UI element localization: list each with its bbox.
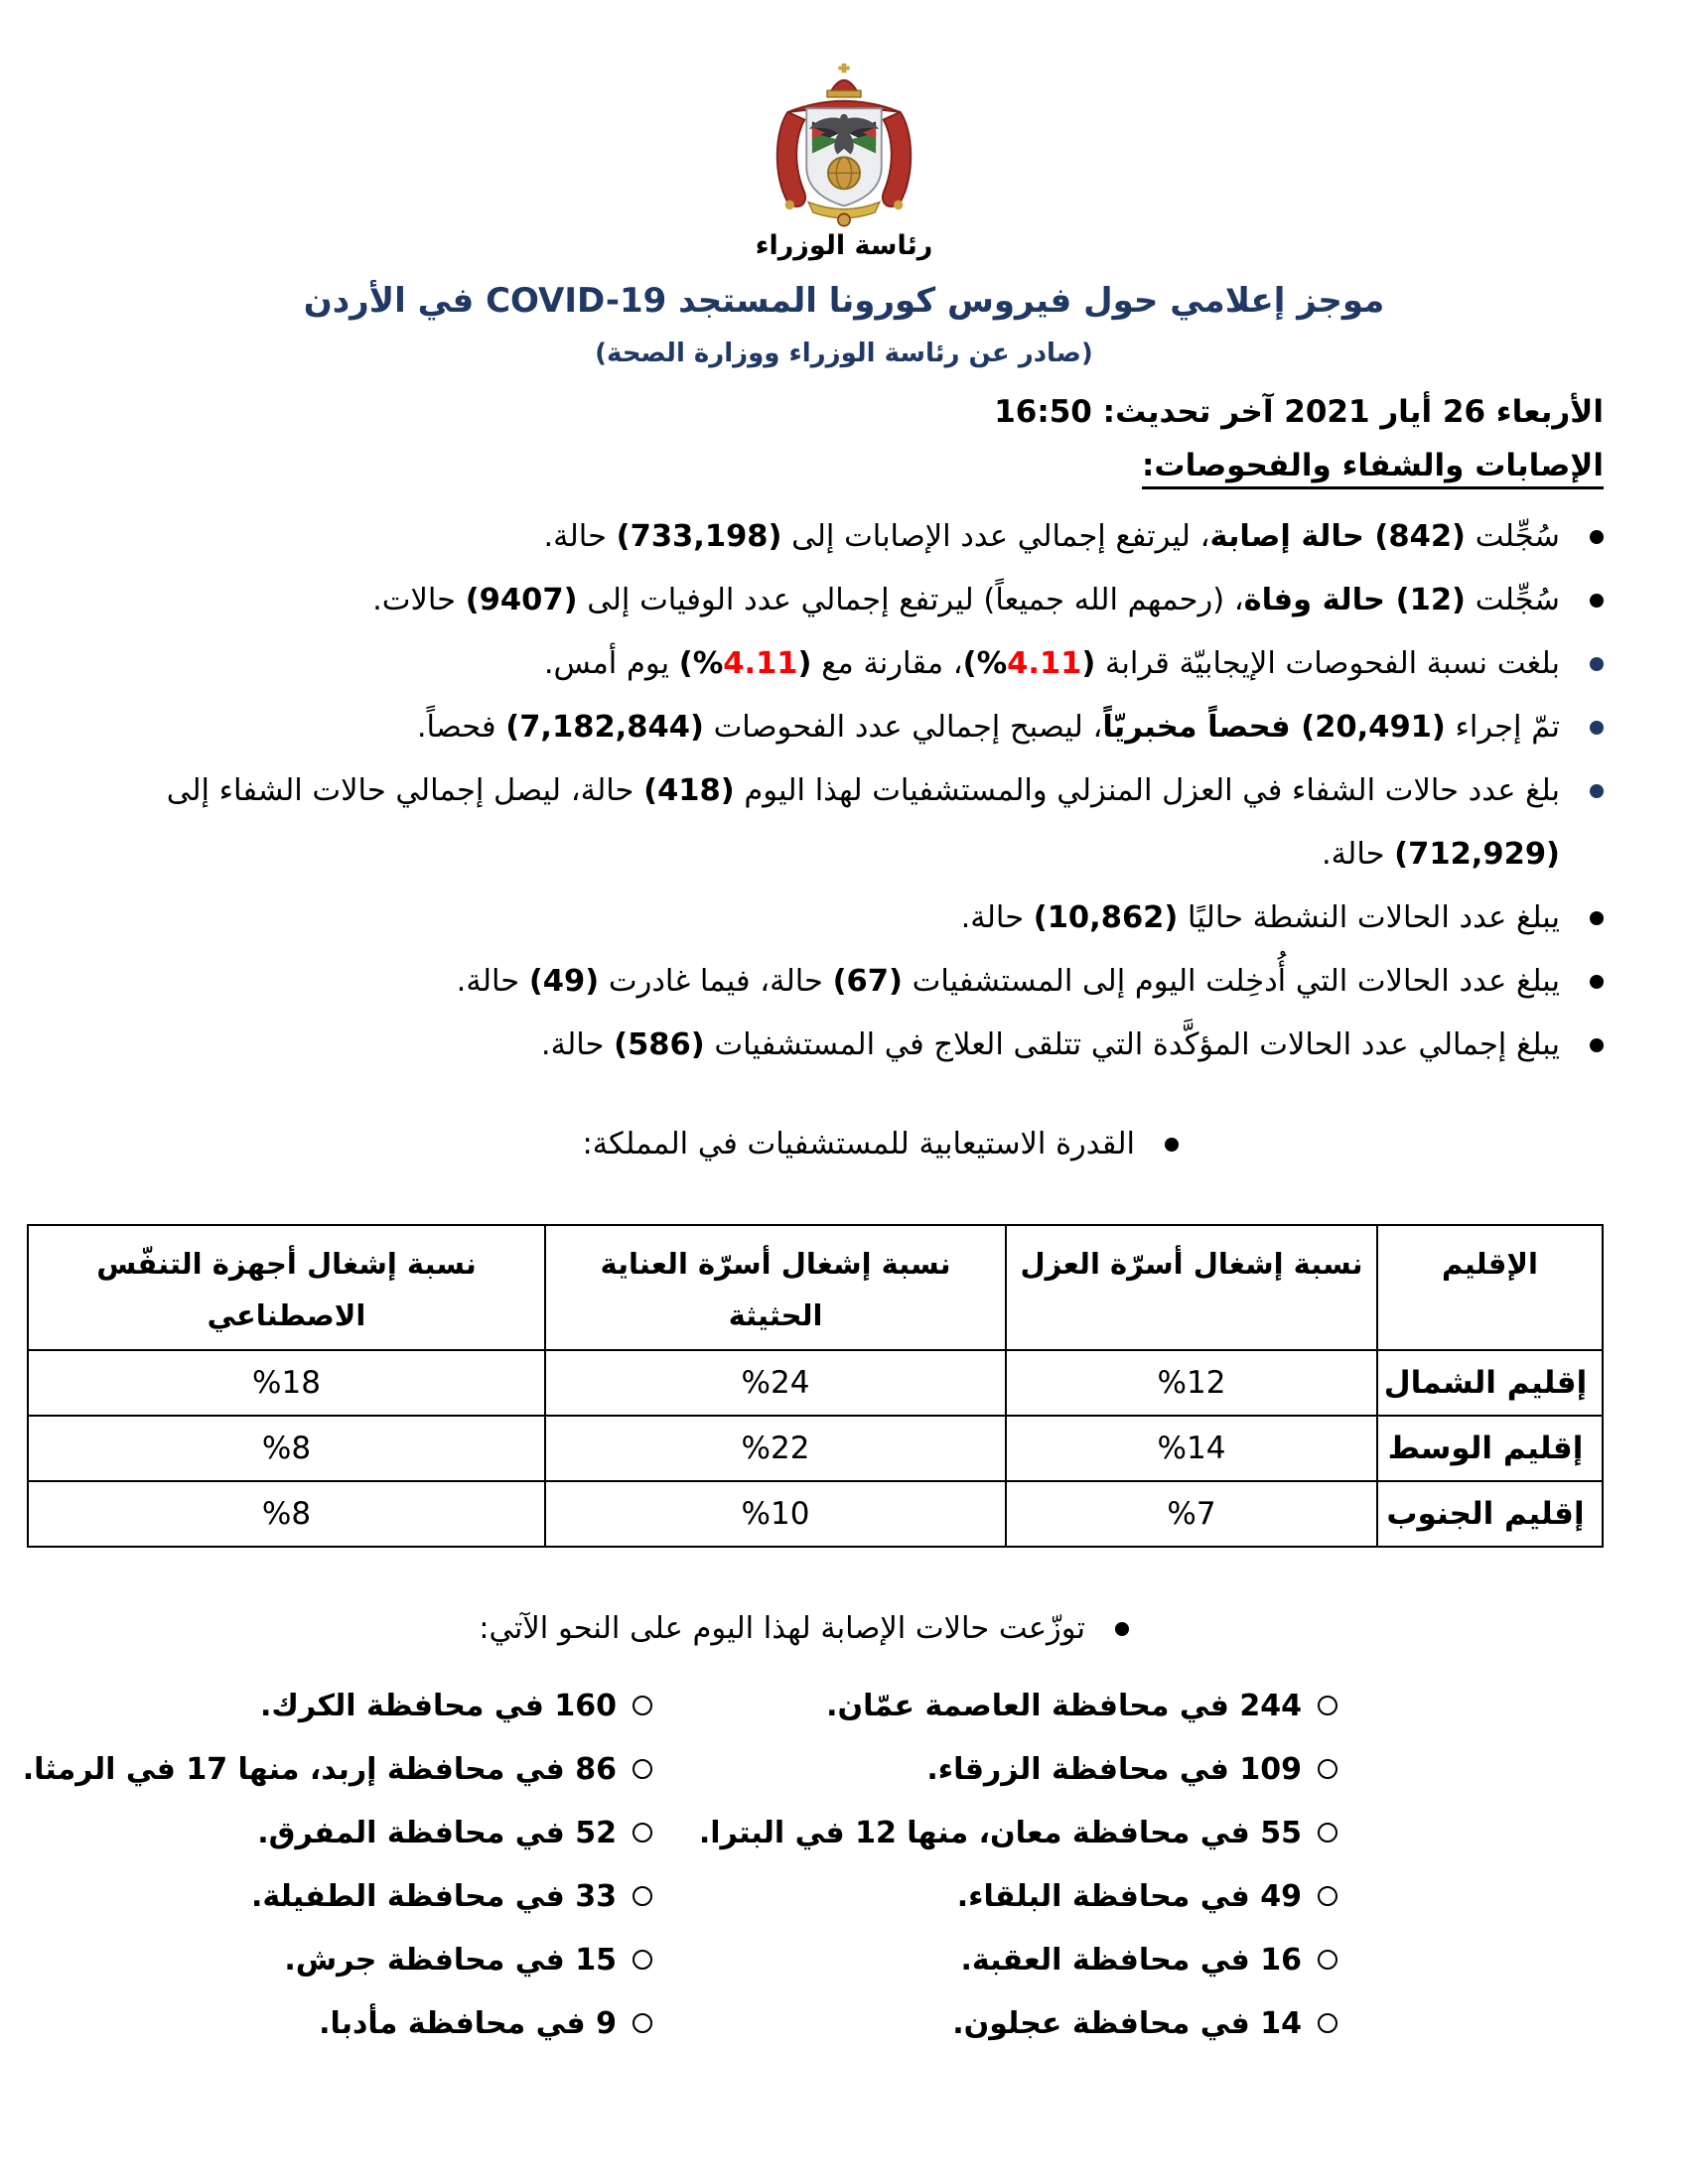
header-isolation-beds: نسبة إشغال أسرّة العزل <box>1006 1225 1377 1350</box>
section-heading: الإصابات والشفاء والفحوصات: <box>1142 448 1604 489</box>
stat-bullet-text: بلغت نسبة الفحوصات الإيجابيّة قرابة (%4.11)، مقارنة مع (%4.11) يوم أمس. <box>543 646 1560 681</box>
governorate-case-item <box>826 1675 1604 1738</box>
table-row <box>28 1350 1603 1416</box>
circle-bullet-icon <box>1318 1886 1337 1906</box>
table-row <box>28 1481 1603 1547</box>
bullet-dot-icon <box>1590 530 1604 544</box>
distribution-intro-text: توزّعت حالات الإصابة لهذا اليوم على النحو الآتي: <box>479 1611 1085 1646</box>
distribution-intro-row <box>84 1597 1604 1661</box>
region-name: إقليم الجنوب <box>1377 1481 1603 1547</box>
governorate-case-item <box>918 1865 1604 1929</box>
isolation-value: %14 <box>1006 1416 1377 1481</box>
bullet-dot-icon <box>1590 784 1604 798</box>
stat-bullet-text: يبلغ عدد الحالات التي أُدخِلت اليوم إلى المستشفيات (67) حالة، فيما غادرت (49) حالة. <box>456 964 1560 999</box>
document-header <box>84 62 1604 261</box>
governorate-case-text: 244 في محافظة العاصمة عمّان. <box>826 1689 1302 1723</box>
distribution-right-column <box>698 1675 1604 2056</box>
region-name: إقليم الشمال <box>1377 1350 1603 1416</box>
governorate-case-item <box>698 1802 1604 1865</box>
circle-bullet-icon <box>633 1950 652 1970</box>
isolation-value: %7 <box>1006 1481 1377 1547</box>
stat-bullet-text: سُجِّلت (12) حالة وفاة، (رحمهم الله جميعاً) ليرتفع إجمالي عدد الوفيات إلى (9407) حالات. <box>372 583 1560 617</box>
governorate-case-text: 15 في محافظة جرش. <box>284 1943 617 1978</box>
governorate-case-item <box>22 1738 918 1802</box>
bullet-dot-icon <box>1590 975 1604 989</box>
stat-bullet-item <box>84 696 1604 759</box>
capacity-intro-text: القدرة الاستيعابية للمستشفيات في المملكة: <box>582 1127 1135 1161</box>
header-icu-beds: نسبة إشغال أسرّة العناية الحثيثة <box>545 1225 1006 1350</box>
circle-bullet-icon <box>1318 2013 1337 2033</box>
circle-bullet-icon <box>1318 1950 1337 1970</box>
governorate-case-text: 109 في محافظة الزرقاء. <box>926 1752 1302 1787</box>
region-name: إقليم الوسط <box>1377 1416 1603 1481</box>
bullet-dot-icon <box>1590 911 1604 925</box>
stat-bullet-item <box>84 950 1604 1014</box>
icu-value: %24 <box>545 1350 1006 1416</box>
governorate-case-item <box>918 1929 1604 1992</box>
page-subtitle: (صادر عن رئاسة الوزراء ووزارة الصحة) <box>595 339 1093 368</box>
capacity-intro-row <box>84 1113 1604 1176</box>
stat-bullet-text: يبلغ عدد الحالات النشطة حاليًا (10,862) حالة. <box>960 900 1560 935</box>
stat-bullet-item <box>84 1014 1604 1077</box>
governorate-case-text: 52 في محافظة المفرق. <box>257 1816 617 1850</box>
isolation-value: %12 <box>1006 1350 1377 1416</box>
ventilator-value: %18 <box>28 1350 545 1416</box>
governorate-case-item <box>233 1802 918 1865</box>
governorate-case-text: 9 في محافظة مأدبا. <box>319 2006 617 2041</box>
circle-bullet-icon <box>633 1759 652 1779</box>
icu-value: %10 <box>545 1481 1006 1547</box>
circle-bullet-icon <box>1318 1696 1337 1715</box>
bullet-dot-icon <box>1590 657 1604 671</box>
governorate-case-text: 33 في محافظة الطفيلة. <box>250 1879 617 1914</box>
governorate-distribution-grid <box>22 1675 1604 2056</box>
stat-bullet-item <box>84 887 1604 950</box>
bullet-dot-icon <box>1590 721 1604 735</box>
jordan-coat-of-arms-logo <box>750 62 938 228</box>
stat-bullet-item <box>84 505 1604 569</box>
date-line: الأربعاء 26 أيار 2021 آخر تحديث: 16:50 <box>994 394 1604 430</box>
table-row <box>28 1416 1603 1481</box>
circle-bullet-icon <box>633 1696 652 1715</box>
governorate-case-item <box>233 1675 918 1738</box>
stats-bullet-list <box>84 505 1604 1077</box>
table-header-row <box>28 1225 1603 1350</box>
circle-bullet-icon <box>633 1886 652 1906</box>
governorate-case-text: 160 في محافظة الكرك. <box>259 1689 617 1723</box>
circle-bullet-icon <box>1318 1759 1337 1779</box>
stat-bullet-text: بلغ عدد حالات الشفاء في العزل المنزلي والمستشفيات لهذا اليوم (418) حالة، ليصل إجمالي حالات الشفاء إلى (712,929) حالة. <box>166 773 1560 872</box>
bullet-dot-icon <box>1590 1038 1604 1052</box>
governorate-case-item <box>918 1992 1604 2056</box>
governorate-case-item <box>233 1865 918 1929</box>
bullet-dot-icon <box>1165 1138 1179 1152</box>
governorate-case-text: 49 في محافظة البلقاء. <box>956 1879 1302 1914</box>
bullet-dot-icon <box>1115 1622 1129 1636</box>
governorate-case-item <box>918 1738 1604 1802</box>
section-heading-row <box>84 448 1604 489</box>
governorate-case-item <box>233 1929 918 1992</box>
governorate-case-text: 55 في محافظة معان، منها 12 في البترا. <box>698 1816 1302 1850</box>
governorate-case-text: 86 في محافظة إربد، منها 17 في الرمثا. <box>22 1752 617 1787</box>
ventilator-value: %8 <box>28 1416 545 1481</box>
icu-value: %22 <box>545 1416 1006 1481</box>
logo-caption: رئاسة الوزراء <box>755 230 933 261</box>
governorate-case-text: 16 في محافظة العقبة. <box>960 1943 1302 1978</box>
governorate-case-item <box>233 1992 918 2056</box>
bullet-dot-icon <box>1590 594 1604 608</box>
ventilator-value: %8 <box>28 1481 545 1547</box>
page-title: موجز إعلامي حول فيروس كورونا المستجد COVID-19 في الأردن <box>303 281 1385 321</box>
stat-bullet-item <box>84 759 1604 887</box>
circle-bullet-icon <box>633 2013 652 2033</box>
stat-bullet-text: تمّ إجراء (20,491) فحصاً مخبريّاً، ليصبح إجمالي عدد الفحوصات (7,182,844) فحصاً. <box>416 710 1560 745</box>
stat-bullet-text: سُجِّلت (842) حالة إصابة، ليرتفع إجمالي عدد الإصابات إلى (733,198) حالة. <box>543 519 1560 554</box>
stat-bullet-item <box>84 569 1604 632</box>
circle-bullet-icon <box>633 1823 652 1843</box>
header-ventilators: نسبة إشغال أجهزة التنفّس الاصطناعي <box>28 1225 545 1350</box>
distribution-left-column <box>22 1675 918 2056</box>
header-region: الإقليم <box>1377 1225 1603 1350</box>
hospital-capacity-table <box>27 1224 1604 1548</box>
circle-bullet-icon <box>1318 1823 1337 1843</box>
stat-bullet-item <box>84 632 1604 696</box>
stat-bullet-text: يبلغ إجمالي عدد الحالات المؤكَّدة التي تتلقى العلاج في المستشفيات (586) حالة. <box>540 1027 1560 1062</box>
governorate-case-text: 14 في محافظة عجلون. <box>952 2006 1302 2041</box>
